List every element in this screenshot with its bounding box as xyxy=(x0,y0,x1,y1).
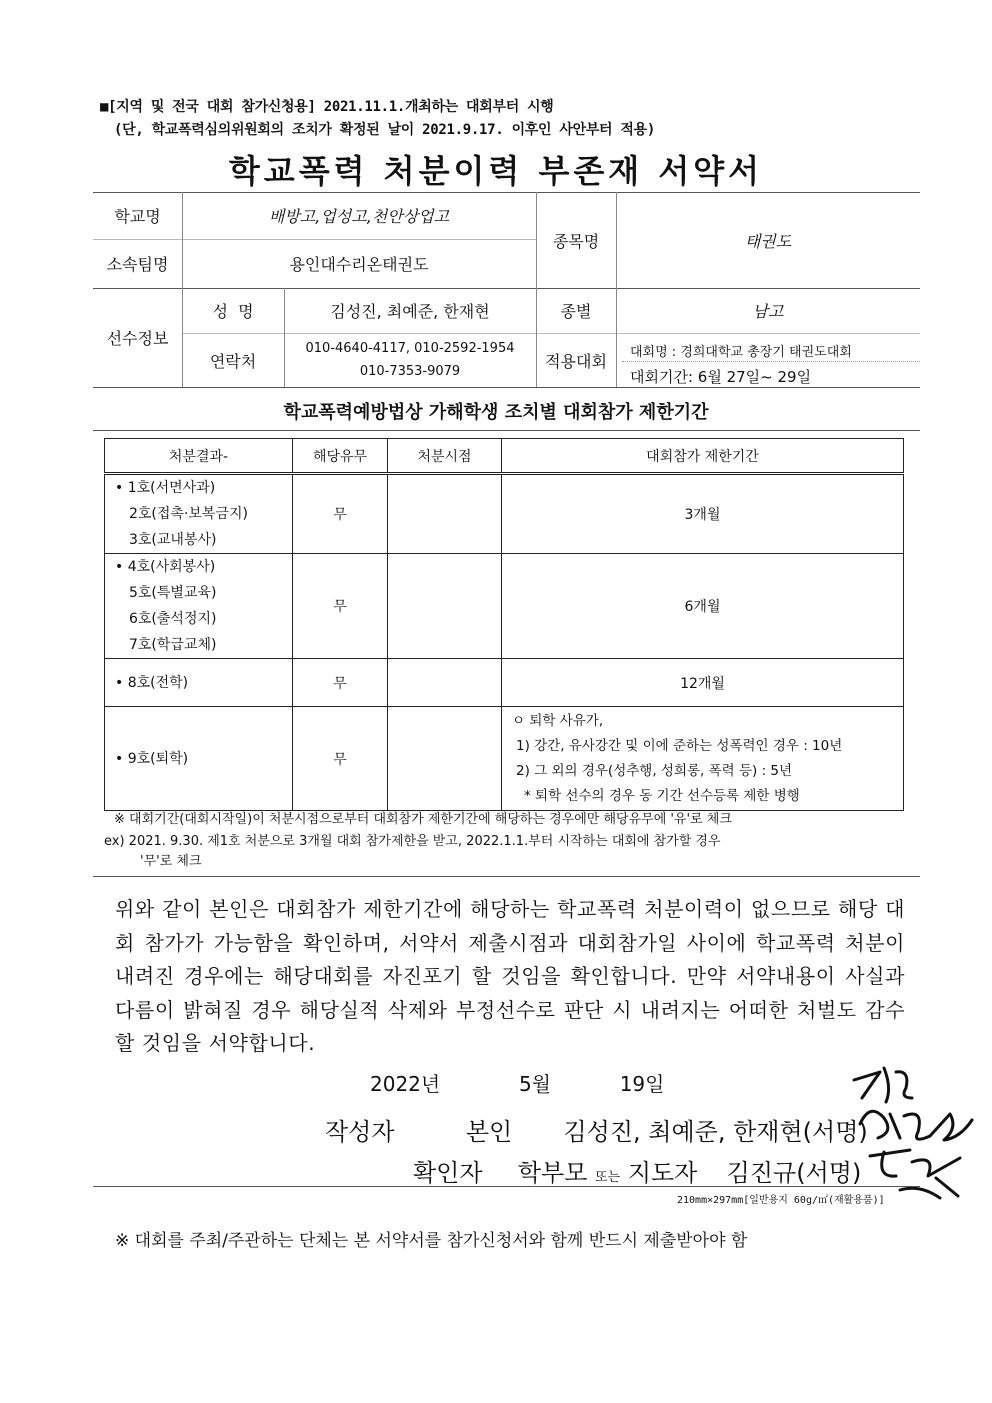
gender-label: 종별 xyxy=(560,302,592,321)
table-row xyxy=(105,474,904,554)
has-cell: 무 xyxy=(293,659,388,707)
document-title: 학교폭력 처분이력 부존재 서약서 xyxy=(228,152,764,190)
measure-item: 5호(특별교육) xyxy=(129,585,217,601)
event-name: 대회명 : 경희대학교 총장기 태권도대회 xyxy=(630,345,852,360)
measure-item: • 8호(전학) xyxy=(115,674,189,691)
measure-cell xyxy=(105,474,293,554)
col-header: 대회참가 제한기간 xyxy=(502,439,904,474)
writer-label: 작성자 xyxy=(325,1118,395,1146)
contact-line-2: 010-7353-9079 xyxy=(359,363,461,379)
date-day: 19일 xyxy=(619,1072,665,1096)
header-line-1: ■[지역 및 전국 대회 참가신청용] 2021.11.1.개최하는 대회부터 시행 xyxy=(100,99,554,115)
event-period: 대회기간: 6월 27일~ 29일 xyxy=(630,368,812,386)
checker-role-2: 지도자 xyxy=(627,1159,698,1187)
gender-value: 남고 xyxy=(752,302,784,321)
period-cell xyxy=(502,707,904,811)
team-value: 용인대수리온태권도 xyxy=(289,255,429,274)
col-header: 처분시점 xyxy=(388,439,502,474)
school-label: 학교명 xyxy=(114,207,161,226)
date-cell xyxy=(388,707,502,811)
checker-role: 학부모 xyxy=(517,1159,588,1187)
school-value: 배방고,업성고,천안상업고 xyxy=(268,207,450,226)
player-info-label: 선수정보 xyxy=(106,329,169,348)
measure-item: • 9호(퇴학) xyxy=(115,750,189,767)
grid-line xyxy=(622,361,920,362)
footer-note: ※ 대회를 주최/주관하는 단체는 본 서약서를 참가신청서와 함께 반드시 제출받아야 함 xyxy=(115,1231,748,1251)
period-line: ㅇ 퇴학 사유가, xyxy=(512,712,604,729)
grid-line xyxy=(93,387,920,388)
period-line: * 퇴학 선수의 경우 동 기간 선수등록 제한 병행 xyxy=(524,787,800,804)
period-line: 2) 그 외의 경우(성추행, 성희롱, 폭력 등) : 5년 xyxy=(516,762,793,779)
has-cell: 무 xyxy=(293,707,388,811)
contact-line-1: 010-4640-4117, 010-2592-1954 xyxy=(305,340,515,356)
measure-cell xyxy=(105,659,293,707)
sport-value: 태권도 xyxy=(744,231,792,251)
has-cell: 무 xyxy=(293,474,388,554)
writer-line xyxy=(325,1112,868,1147)
table-row xyxy=(105,554,904,659)
grid-line xyxy=(93,1186,920,1187)
pledge-paragraph: 위와 같이 본인은 대회참가 제한기간에 해당하는 학교폭력 처분이력이 없으므로 해당 대회 참가가 가능함을 확인하며, 서약서 제출시점과 대회참가일 사이에 학교폭력 처분이 내려진 경우에는 해당대회를 자진포기 할 것임을 확인합니다. 만약 서약내용이 사실과 다름이 밝혀질 경우 해당실적 삭제와 부정선수로 판단 시 내려지는 어떠한 처벌도 감수할 것임을 서약합니다. xyxy=(115,897,905,1055)
checker-line xyxy=(413,1153,861,1188)
date-month: 5월 xyxy=(518,1072,551,1096)
checker-or: 또는 xyxy=(595,1170,621,1185)
period-cell: 3개월 xyxy=(502,474,904,554)
measure-item: • 1호(서면사과) xyxy=(115,480,216,496)
sport-label: 종목명 xyxy=(552,231,600,251)
date-cell xyxy=(388,554,502,659)
date-year: 2022년 xyxy=(370,1072,441,1096)
name-label: 성 명 xyxy=(212,302,254,321)
period-cell: 12개월 xyxy=(502,659,904,707)
has-cell: 무 xyxy=(293,554,388,659)
header-line-2: (단, 학교폭력심의위원회의 조치가 확정된 날이 2021.9.17. 이후인 사안부터 적용) xyxy=(114,122,655,138)
checker-name: 김진규(서명) xyxy=(726,1159,862,1187)
name-value: 김성진, 최예준, 한재현 xyxy=(330,302,490,321)
table-row xyxy=(105,659,904,707)
event-label: 적용대회 xyxy=(545,351,607,371)
pledge-date xyxy=(370,1068,664,1097)
writer-role: 본인 xyxy=(465,1118,513,1146)
period-line: 1) 강간, 유사강간 및 이에 준하는 성폭력인 경우 : 10년 xyxy=(516,737,843,754)
measure-cell xyxy=(105,554,293,659)
contact-label: 연락처 xyxy=(209,351,257,371)
col-header: 처분결과- xyxy=(105,439,293,474)
date-cell xyxy=(388,659,502,707)
measure-item: 6호(출석정지) xyxy=(129,611,217,627)
measure-item: 7호(학급교체) xyxy=(129,637,217,653)
table-header-row xyxy=(105,439,904,474)
table-row xyxy=(105,707,904,811)
checker-label: 확인자 xyxy=(413,1159,483,1187)
grid-line xyxy=(93,876,920,877)
measure-item: 3호(교내봉사) xyxy=(129,532,217,548)
paper-spec: 210mm×297mm[일반용지 60g/㎡(재활용품)] xyxy=(677,1195,885,1206)
restriction-title: 학교폭력예방법상 가해학생 조치별 대회참가 제한기간 xyxy=(283,402,709,423)
measure-item: 2호(접촉·보복금지) xyxy=(129,506,248,522)
table-note-1: ※ 대회기간(대회시작일)이 처분시점으로부터 대회참가 제한기간에 해당하는 경우에만 해당유무에 '유'로 체크 xyxy=(114,812,732,827)
period-cell: 6개월 xyxy=(502,554,904,659)
table-note-3: '무'로 체크 xyxy=(140,854,202,869)
grid-line xyxy=(93,430,920,431)
team-label: 소속팀명 xyxy=(106,255,169,274)
restriction-table xyxy=(104,438,904,811)
measure-cell xyxy=(105,707,293,811)
col-header: 해당유무 xyxy=(293,439,388,474)
writer-names: 김성진, 최예준, 한재현(서명) xyxy=(563,1118,868,1146)
date-cell xyxy=(388,474,502,554)
measure-item: • 4호(사회봉사) xyxy=(115,559,216,575)
table-note-2: ex) 2021. 9.30. 제1호 처분으로 3개월 대회 참가제한을 받고, 2022.1.1.부터 시작하는 대회에 참가할 경우 xyxy=(104,834,721,849)
